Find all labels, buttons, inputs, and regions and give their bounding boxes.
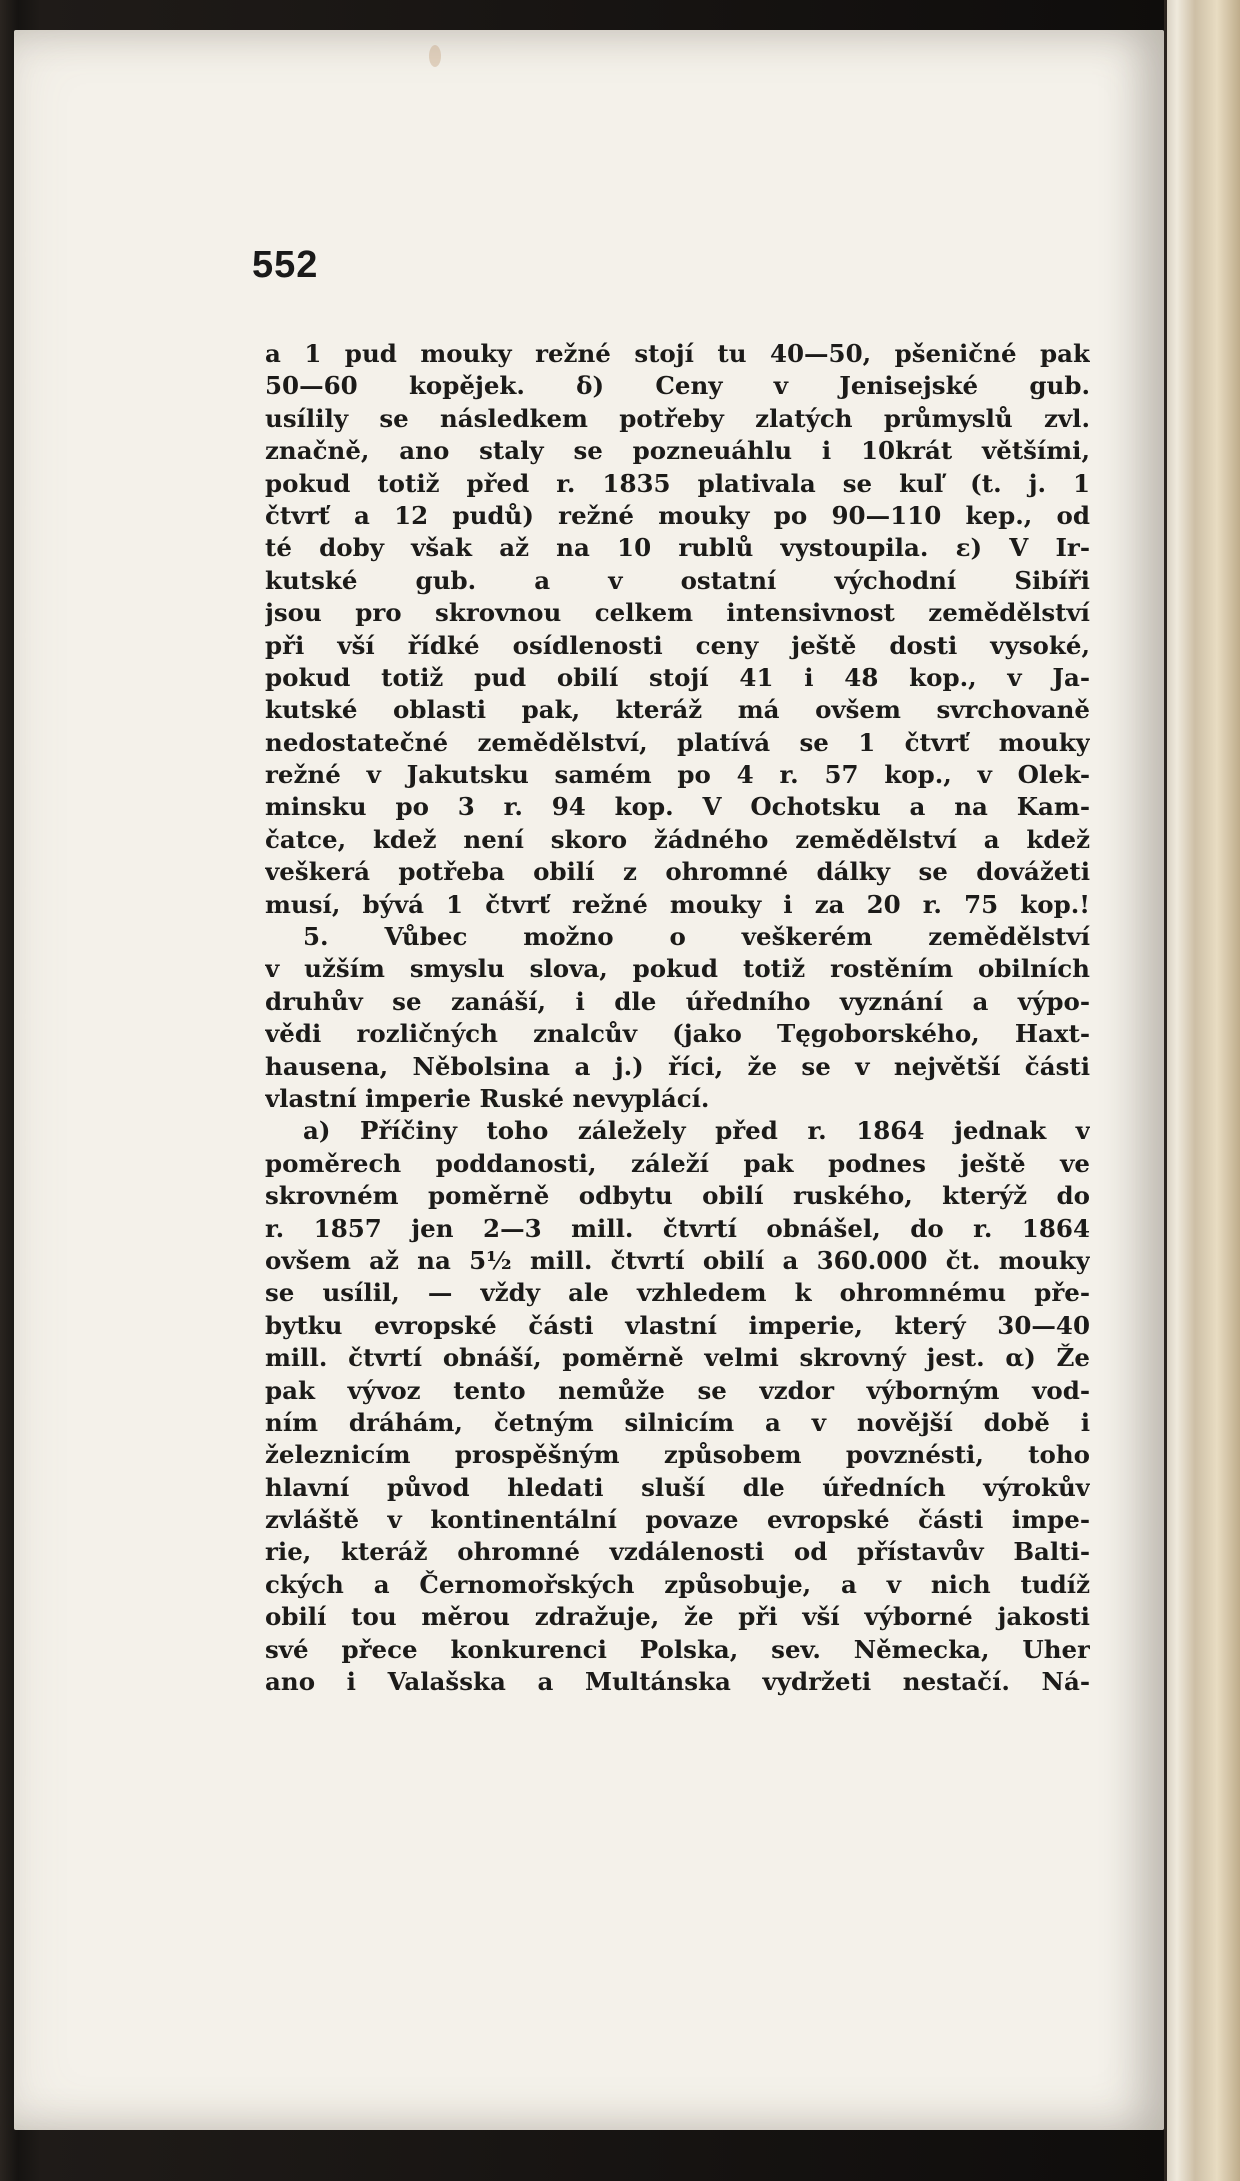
text-line: železnicím prospěšným způsobem povznésti, toho — [265, 1440, 1090, 1470]
text-line: mill. čtvrtí obnáší, poměrně velmi skrovný jest. α) Že — [265, 1343, 1090, 1373]
text-line: své přece konkurenci Polska, sev. Německa, Uher — [265, 1634, 1090, 1664]
text-line: usílily se následkem potřeby zlatých průmyslů zvl. — [265, 403, 1090, 433]
text-line: pokud totiž před r. 1835 plativala se kuľ (t. j. 1 — [265, 468, 1090, 498]
text-line: r. 1857 jen 2—3 mill. čtvrtí obnášel, do r. 1864 — [265, 1213, 1090, 1243]
text-line: zvláště v kontinentální povaze evropské části impe- — [265, 1505, 1090, 1535]
text-line: kutské oblasti pak, kteráž má ovšem svrchovaně — [265, 695, 1090, 725]
text-line: jsou pro skrovnou celkem intensivnost zemědělství — [265, 598, 1090, 628]
text-line: kutské gub. a v ostatní východní Sibíři — [265, 565, 1090, 595]
text-line: pokud totiž pud obilí stojí 41 i 48 kop., v Ja- — [265, 662, 1090, 692]
text-line: ním dráhám, četným silnicím a v novější době i — [265, 1407, 1090, 1437]
text-line: ckých a Černomořských způsobuje, a v nich tudíž — [265, 1569, 1090, 1599]
text-line: bytku evropské části vlastní imperie, který 30—40 — [265, 1310, 1090, 1340]
text-line: čatce, kdež není skoro žádného zemědělství a kdež — [265, 824, 1090, 854]
text-line: hausena, Něbolsina a j.) říci, že se v největší části — [265, 1051, 1090, 1081]
text-line: 5. Vůbec možno o veškerém zemědělství — [303, 922, 1090, 952]
text-line: značně, ano staly se pozneuáhlu i 10krát většími, — [265, 436, 1090, 466]
text-line: pak vývoz tento nemůže se vzdor výborným vod- — [265, 1375, 1090, 1405]
text-line: obilí tou měrou zdražuje, že při vší výborné jakosti — [265, 1602, 1090, 1632]
text-line: musí, bývá 1 čtvrť režné mouky i za 20 r. 75 kop.! — [265, 889, 1090, 919]
text-line: rie, kteráž ohromné vzdálenosti od přístavův Balti- — [265, 1537, 1090, 1567]
text-line: ano i Valašska a Multánska vydržeti nestačí. Ná- — [265, 1667, 1090, 1697]
body-text — [265, 338, 1090, 1698]
text-line: nedostatečné zemědělství, platívá se 1 čtvrť mouky — [265, 727, 1090, 757]
paper-stain — [429, 45, 441, 67]
text-line: čtvrť a 12 pudů) režné mouky po 90—110 kep., od — [265, 500, 1090, 530]
text-line: té doby však až na 10 rublů vystoupila. ε) V Ir- — [265, 533, 1090, 563]
text-line: veškerá potřeba obilí z ohromné dálky se dovážeti — [265, 857, 1090, 887]
text-line: poměrech poddanosti, záleží pak podnes ještě ve — [265, 1148, 1090, 1178]
text-line: a) Příčiny toho záležely před r. 1864 jednak v — [303, 1116, 1090, 1146]
text-line: hlavní původ hledati sluší dle úředních výrokův — [265, 1472, 1090, 1502]
text-line: skrovném poměrně odbytu obilí ruského, kterýž do — [265, 1181, 1090, 1211]
text-line: vlastní imperie Ruské nevyplácí. — [265, 1083, 710, 1113]
text-line: a 1 pud mouky režné stojí tu 40—50, pšeničné pak — [265, 339, 1090, 368]
text-line: v užším smyslu slova, pokud totiž rostěním obilních — [265, 954, 1090, 984]
text-line: 50—60 kopějek. δ) Ceny v Jenisejské gub. — [265, 371, 1090, 401]
text-line: režné v Jakutsku samém po 4 r. 57 kop., v Olek- — [265, 760, 1090, 790]
text-line: vědi rozličných znalcův (jako Tęgoborského, Haxt- — [265, 1019, 1090, 1049]
text-line: se usílil, — vždy ale vzhledem k ohromnému pře- — [265, 1278, 1090, 1308]
text-line: minsku po 3 r. 94 kop. V Ochotsku a na Kam- — [265, 792, 1090, 822]
adjacent-page-edge — [1164, 0, 1240, 2181]
page-number: 552 — [252, 244, 319, 286]
text-line: ovšem až na 5½ mill. čtvrtí obilí a 360.000 čt. mouky — [265, 1245, 1090, 1275]
text-line: druhův se zanáší, i dle úředního vyznání a výpo- — [265, 986, 1090, 1016]
text-line: při vší řídké osídlenosti ceny ještě dosti vysoké, — [265, 630, 1090, 660]
